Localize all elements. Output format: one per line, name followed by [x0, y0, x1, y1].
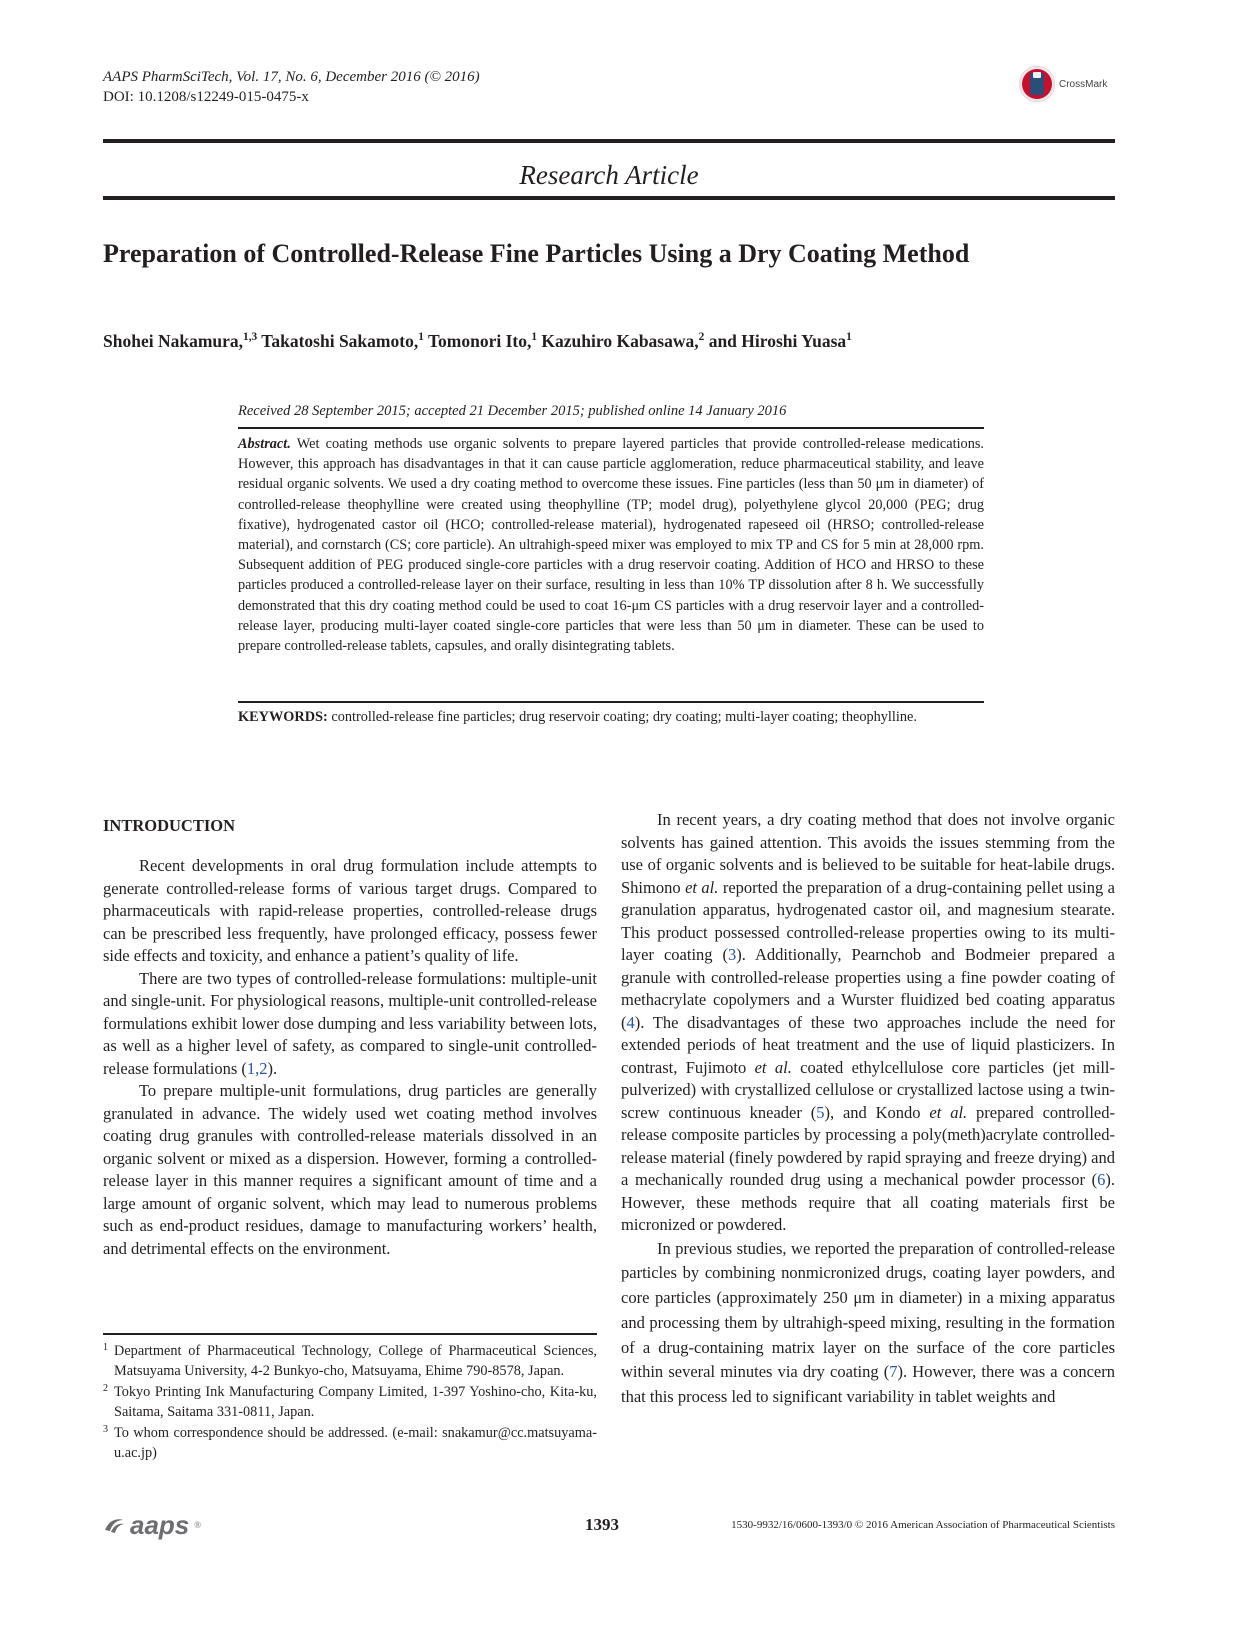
- paragraph: In previous studies, we reported the preparation of controlled-release particles by combining nonmicronized drugs, coating layer powders, and core particles (approximately 250 μm in diameter) in a mixing apparatus and processing them by ultrahigh-speed mixing, resulting in the formation of a drug-containing matrix layer on the surface of the core particles within several minutes via dry coating (7). However, there was a concern that this process led to significant variability in tablet weights and: [621, 1238, 1116, 1407]
- footnote-rule: [103, 1333, 597, 1335]
- crossmark-label: CrossMark: [1059, 78, 1108, 90]
- footnote-mark: 2: [103, 1383, 108, 1394]
- keywords-rule: [238, 701, 984, 703]
- author-list: [103, 330, 1115, 352]
- author-affiliation: 2: [698, 331, 705, 344]
- author: Shohei Nakamura,: [103, 331, 244, 351]
- footnote: [103, 1382, 597, 1422]
- author: Tomonori Ito,: [427, 331, 532, 351]
- page-number: 1393: [585, 1515, 619, 1534]
- author: Kazuhiro Kabasawa,: [541, 331, 699, 351]
- aaps-logo[interactable]: [103, 1512, 201, 1538]
- paragraph: There are two types of controlled-release formulations: multiple-unit and single-unit. For physiological reasons, multiple-unit controlled-release formulations exhibit lower dose dumping and less variability between lots, as well as a higher level of safety, as compared to single-unit controlled-release formulations (1,2).: [103, 968, 597, 1078]
- reference-link[interactable]: 3: [728, 945, 737, 964]
- paragraph: Recent developments in oral drug formulation include attempts to generate controlled-release forms of various target drugs. Compared to pharmaceuticals with rapid-release properties, controlled-release drugs can be prescribed less frequently, have prolonged efficacy, possess fewer side effects and toxicity, and enhance a patient’s quality of life.: [103, 856, 597, 965]
- section-label: Research Article: [519, 160, 699, 190]
- author: and Hiroshi Yuasa: [708, 331, 847, 351]
- author-affiliation: 1: [846, 331, 852, 344]
- introduction-heading: INTRODUCTION: [103, 816, 236, 835]
- footnote-mark: 3: [103, 1424, 108, 1435]
- keywords-text: controlled-release fine particles; drug reservoir coating; dry coating; multi-layer coating; theophylline.: [331, 709, 917, 725]
- paragraph: In recent years, a dry coating method that does not involve organic solvents has gained attention. This avoids the issues stemming from the use of organic solvents and is believed to be suitable for heat-labile drugs. Shimono et al. reported the preparation of a drug-containing pellet using a granulation apparatus, hydrogenated castor oil, and magnesium stearate. This product possessed controlled-release properties owing to its multi-layer coating (3). Additionally, Pearnchob and Bodmeier prepared a granule with controlled-release properties using a fine powder coating of methacrylate copolymers and a Wurster fluidized bed coating apparatus (4). The disadvantages of these two approaches include the need for extended periods of heat treatment and the use of liquid plasticizers. In contrast, Fujimoto et al. coated ethylcellulose core particles (jet mill-pulverized) with crystallized cellulose or crystallized lactose using a twin-screw continuous kneader (5), and Kondo et al. prepared controlled-release composite particles by processing a poly(meth)acrylate controlled-release material (finely powdered by rapid spraying and freeze drying) and a mechanically rounded drug using a mechanical powder processor (6). However, these methods require that all coating materials first be micronized or powdered.: [621, 810, 1116, 1234]
- abstract-label: Abstract.: [238, 436, 291, 452]
- author-affiliation: 1,3: [243, 331, 258, 344]
- footnote-mark: 1: [103, 1342, 108, 1353]
- abstract-top-rule: [238, 427, 984, 429]
- footnote-text: Tokyo Printing Ink Manufacturing Company Limited, 1-397 Yoshino-cho, Kita-ku, Saitama, Saitama 331-0811, Japan.: [114, 1384, 597, 1420]
- author-affiliation: 1: [418, 331, 424, 344]
- reference-link[interactable]: 4: [626, 1012, 635, 1032]
- journal-citation: AAPS PharmSciTech, Vol. 17, No. 6, December 2016 (© 2016): [103, 69, 480, 85]
- doi[interactable]: DOI: 10.1208/s12249-015-0475-x: [103, 89, 309, 105]
- crossmark-badge[interactable]: [1019, 65, 1115, 103]
- abstract-text: Wet coating methods use organic solvents to prepare layered particles that provide controlled-release medications. However, this approach has disadvantages in that it can cause particle agglomeration, reduce pharmaceutical stability, and leave residual organic solvents. We used a dry coating method to overcome these issues. Fine particles (less than 50 μm in diameter) of controlled-release theophylline were created using theophylline (TP; model drug), polyethylene glycol 20,000 (PEG; drug fixative), hydrogenated castor oil (HCO; controlled-release material), hydrogenated rapeseed oil (HRSO; controlled-release material), and cornstarch (CS; core particle). An ultrahigh-speed mixer was employed to mix TP and CS for 5 min at 28,000 rpm. Subsequent addition of PEG produced single-core particles with a drug reservoir coating. Addition of HCO and HRSO to these particles produced a controlled-release layer on their surface, resulting in less than 10% TP dissolution after 8 h. We successfully demonstrated that this dry coating method could be used to coat 16-μm CS particles with a drug reservoir layer and a controlled-release layer, producing multi-layer coated single-core particles that were less than 50 μm in diameter. These can be used to prepare controlled-release tablets, capsules, and orally disintegrating tablets.: [238, 436, 984, 655]
- reference-link[interactable]: 1,2: [246, 1058, 268, 1078]
- publication-dates: Received 28 September 2015; accepted 21 December 2015; published online 14 January 2016: [238, 403, 787, 419]
- author-affiliation: 1: [531, 331, 538, 344]
- footnote: [103, 1423, 597, 1463]
- registered-mark: ®: [194, 1520, 202, 1530]
- top-rule: [103, 139, 1115, 143]
- footnote-text: To whom correspondence should be addressed. (e-mail: snakamur@cc.matsuyama-u.ac.jp): [114, 1425, 597, 1461]
- footnote: [103, 1341, 597, 1381]
- right-column: [621, 809, 1115, 1410]
- reference-link[interactable]: 7: [889, 1362, 898, 1382]
- left-column: [103, 855, 597, 1260]
- article-title: Preparation of Controlled-Release Fine Particles Using a Dry Coating Method: [103, 239, 970, 268]
- section-rule: [103, 196, 1115, 200]
- keywords-label: KEYWORDS:: [238, 709, 328, 725]
- paragraph: To prepare multiple-unit formulations, drug particles are generally granulated in advance. The widely used wet coating method involves coating drug granules with controlled-release materials dissolved in an organic solvent or mixed as a dispersion. However, forming a controlled-release layer in this manner requires a significant amount of time and a large amount of organic solvent, which may lead to numerous problems such as end-product residues, damage to manufacturing workers’ health, and detrimental effects on the environment.: [103, 1081, 597, 1258]
- abstract: [238, 434, 984, 656]
- aaps-swoosh-icon: [103, 1516, 125, 1534]
- keywords: [238, 708, 984, 726]
- reference-link[interactable]: 5: [816, 1102, 825, 1122]
- footnotes: [103, 1341, 597, 1464]
- crossmark-icon: [1019, 66, 1055, 102]
- reference-link[interactable]: 6: [1097, 1170, 1106, 1189]
- footnote-text: Department of Pharmaceutical Technology, College of Pharmaceutical Sciences, Matsuyama University, 4-2 Bunkyo-cho, Matsuyama, Ehime 790-8578, Japan.: [114, 1343, 597, 1379]
- aaps-wordmark: aaps: [130, 1510, 190, 1540]
- copyright-line: 1530-9932/16/0600-1393/0 © 2016 American Association of Pharmaceutical Scientists: [731, 1519, 1115, 1531]
- author: Takatoshi Sakamoto,: [261, 331, 419, 351]
